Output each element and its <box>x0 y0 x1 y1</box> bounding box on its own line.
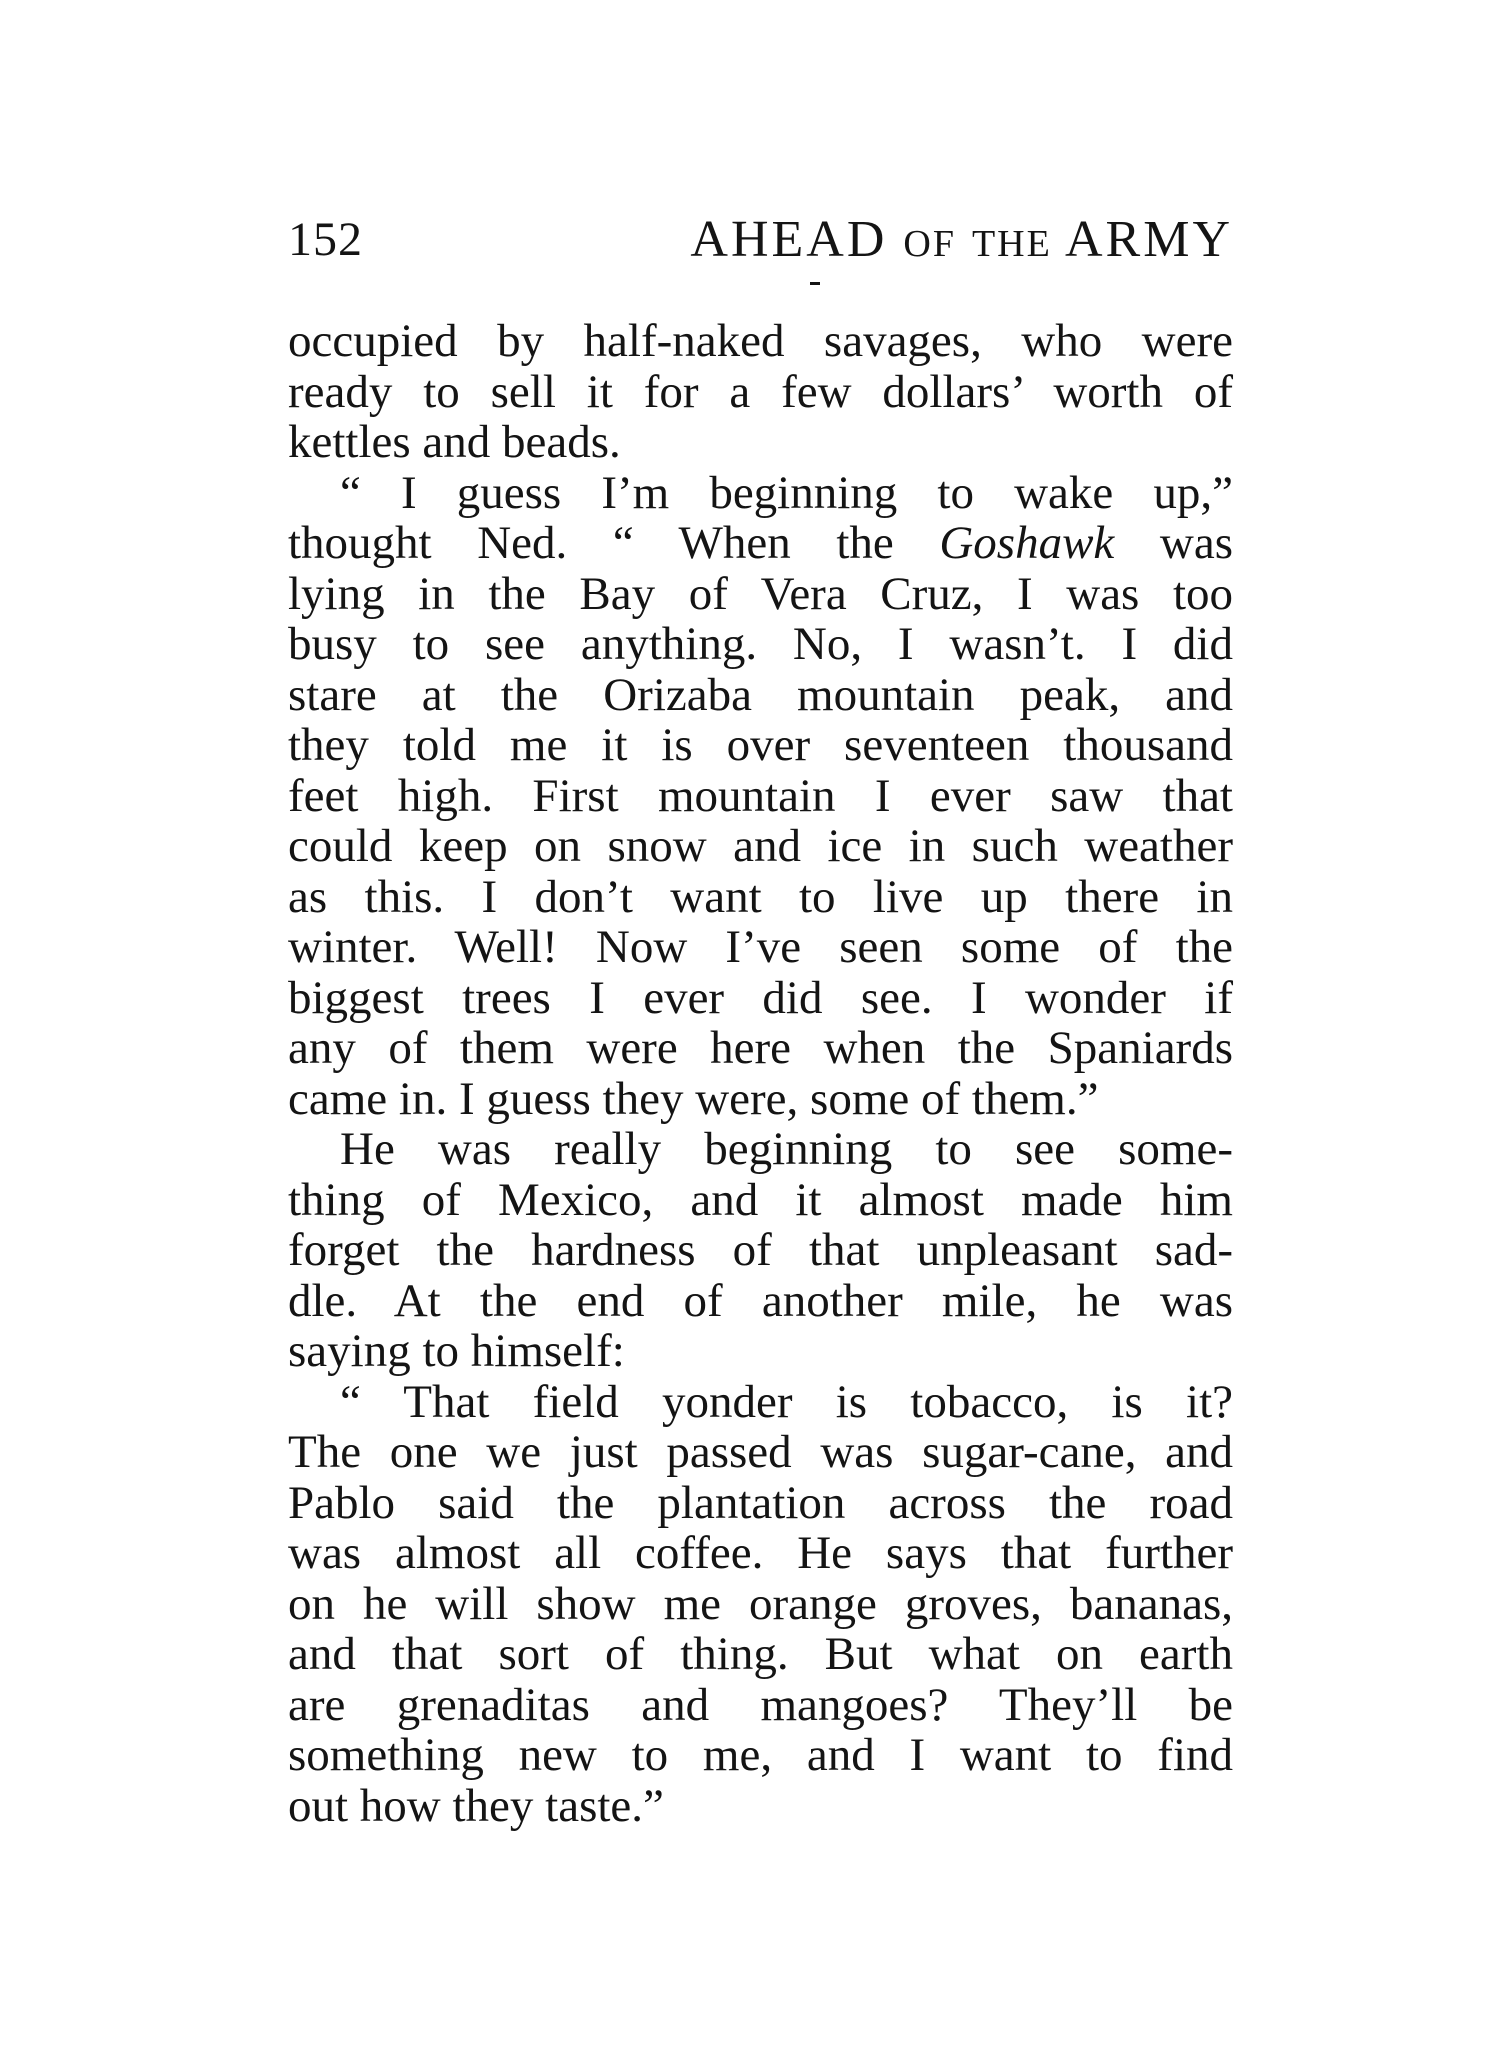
text-line-end: was <box>1114 517 1233 569</box>
text-line: Pablo said the plantation across the road <box>288 1476 1233 1529</box>
text-line: winter. Well! Now I’ve seen some of the <box>288 921 1233 973</box>
text-line: stare at the Orizaba mountain peak, and <box>288 668 1233 721</box>
text-line: “ I guess I’m beginning to wake up,” <box>340 466 1233 519</box>
header-mark <box>810 282 820 285</box>
text-line: He was really beginning to see some- <box>340 1123 1233 1175</box>
text-line: could keep on snow and ice in such weather <box>288 820 1233 872</box>
running-title <box>690 210 1233 274</box>
text-line: The one we just passed was sugar-cane, and <box>288 1426 1233 1478</box>
text-line: forget the hardness of that unpleasant sad- <box>288 1224 1233 1276</box>
text-line: came in. I guess they were, some of them.” <box>288 1072 1099 1125</box>
text-line <box>288 518 1233 569</box>
text-line: are grenaditas and mangoes? They’ll be <box>288 1678 1233 1731</box>
text-line: out how they taste.” <box>288 1779 664 1832</box>
text-line: “ That field yonder is tobacco, is it? <box>340 1375 1233 1428</box>
text-line-start: thought Ned. “ When the <box>288 517 940 569</box>
text-line: saying to himself: <box>288 1325 625 1377</box>
title-word-the: THE <box>971 223 1052 265</box>
text-line: feet high. First mountain I ever saw that <box>288 769 1233 822</box>
page-number: 152 <box>288 213 363 266</box>
text-line: and that sort of thing. But what on earth <box>288 1628 1233 1680</box>
text-line: as this. I don’t want to live up there in <box>288 870 1233 923</box>
text-line: on he will show me orange groves, bananas, <box>288 1577 1233 1630</box>
body-text <box>288 316 1233 1831</box>
text-line: kettles and beads. <box>288 416 621 468</box>
text-line: any of them were here when the Spaniards <box>288 1022 1233 1074</box>
text-line: dle. At the end of another mile, he was <box>288 1274 1233 1327</box>
text-line: busy to see anything. No, I wasn’t. I did <box>288 618 1233 670</box>
title-word-army: ARMY <box>1064 211 1233 268</box>
running-head <box>288 210 1233 280</box>
text-line: biggest trees I ever did see. I wonder if <box>288 971 1233 1024</box>
title-word-ahead: AHEAD <box>690 211 888 268</box>
text-line: thing of Mexico, and it almost made him <box>288 1173 1233 1226</box>
text-line: lying in the Bay of Vera Cruz, I was too <box>288 567 1233 620</box>
text-line: they told me it is over seventeen thousand <box>288 719 1233 771</box>
ship-name: Goshawk <box>939 517 1115 569</box>
text-line: was almost all coffee. He says that further <box>288 1527 1233 1579</box>
text-line: ready to sell it for a few dollars’ worth of <box>288 365 1233 418</box>
text-line: occupied by half-naked savages, who were <box>288 315 1233 367</box>
text-line: something new to me, and I want to find <box>288 1729 1233 1781</box>
title-word-of: OF <box>903 223 956 265</box>
